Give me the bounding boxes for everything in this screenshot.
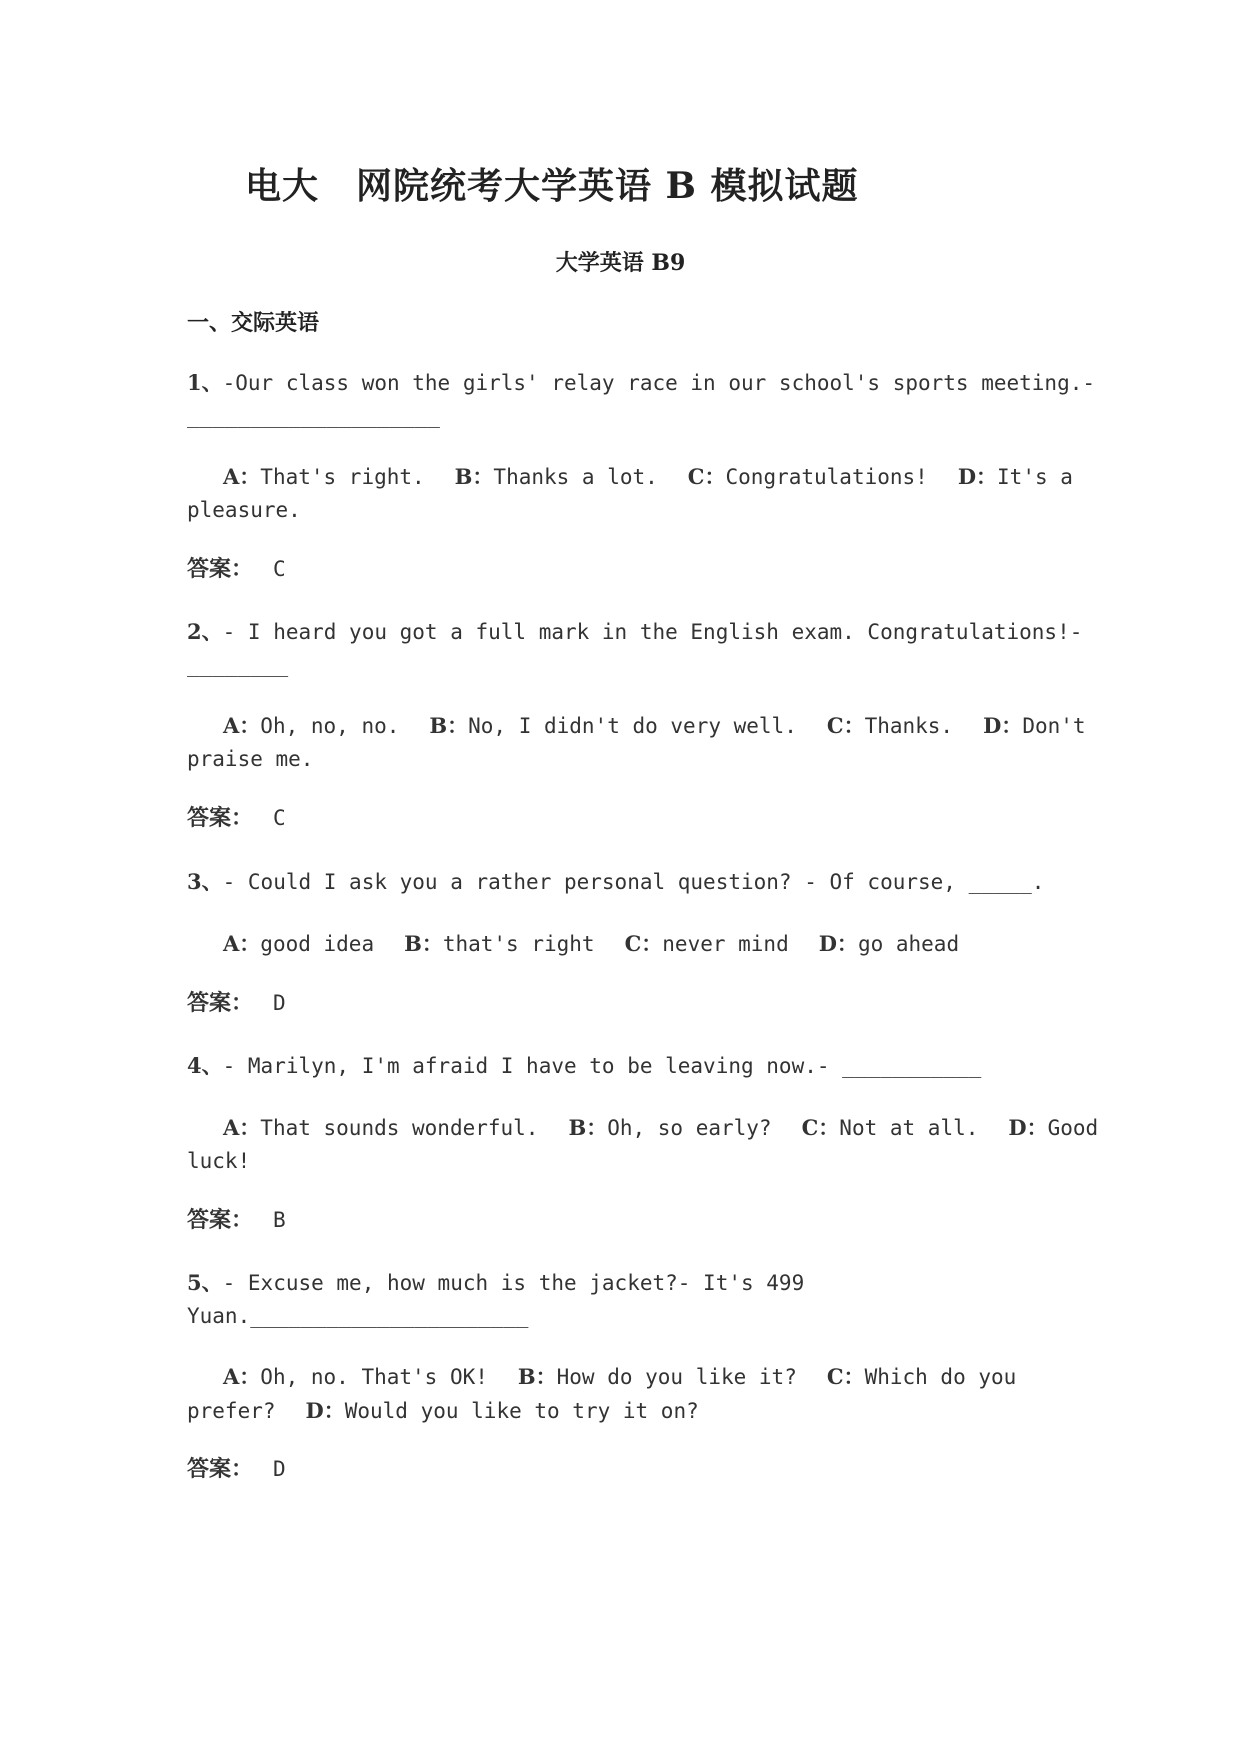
option-letter: B：	[429, 713, 469, 738]
answer-value: C	[273, 557, 286, 581]
question-text: - Could I ask you a rather personal question? - Of course, _____.	[222, 870, 1045, 894]
question-number: 3、	[187, 869, 223, 894]
option-b	[568, 1116, 771, 1140]
option-text: Thanks a lot.	[493, 465, 658, 489]
question-text: - Excuse me, how much is the jacket?- It's 499 Yuan.______________________	[187, 1271, 817, 1328]
option-letter: D：	[1008, 1115, 1048, 1140]
option-text: Would you like to try it on?	[344, 1399, 699, 1423]
answer-value: B	[273, 1208, 286, 1232]
option-c	[625, 932, 789, 956]
option-text: Oh, so early?	[607, 1116, 772, 1140]
answer-value: D	[273, 991, 286, 1015]
option-text: Congratulations!	[725, 465, 928, 489]
question-number: 1、	[187, 370, 223, 395]
option-text: Which do you prefer?	[187, 1365, 1017, 1423]
option-text: No, I didn't do very well.	[468, 714, 797, 738]
option-letter: C：	[826, 713, 865, 738]
option-text: Thanks.	[864, 714, 954, 738]
answer-label: 答案：	[187, 556, 254, 582]
question-5	[187, 1266, 1107, 1333]
option-letter: A：	[223, 1115, 261, 1140]
option-letter: A：	[223, 931, 261, 956]
section-heading: 一、交际英语	[187, 310, 320, 336]
option-b	[404, 932, 594, 956]
option-text: Oh, no, no.	[260, 714, 400, 738]
option-text: that's right	[442, 932, 595, 956]
option-a	[223, 465, 425, 489]
option-letter: C：	[826, 1364, 865, 1389]
question-4-options	[187, 1111, 1107, 1178]
option-letter: D：	[957, 464, 998, 489]
answer-label: 答案：	[187, 805, 254, 831]
option-text: It's a pleasure.	[187, 465, 1073, 522]
option-letter: A：	[223, 1364, 261, 1389]
option-a	[223, 1116, 538, 1140]
option-text: Not at all.	[839, 1116, 979, 1140]
question-2	[187, 615, 1107, 682]
document-title: 电大 网院统考大学英语 B 模拟试题	[245, 165, 859, 207]
option-letter: C：	[687, 464, 726, 489]
option-letter: D：	[305, 1398, 345, 1423]
option-a	[223, 932, 374, 956]
option-b	[518, 1365, 797, 1389]
option-text: Don't praise me.	[187, 714, 1086, 771]
option-letter: B：	[517, 1364, 557, 1389]
question-1-options	[187, 460, 1107, 527]
question-number: 4、	[187, 1053, 223, 1078]
answer-value: C	[273, 806, 286, 830]
option-letter: D：	[818, 931, 858, 956]
document-subtitle: 大学英语 B9	[555, 250, 686, 276]
answer-3	[187, 987, 286, 1020]
answer-2	[187, 802, 286, 835]
question-5-options	[187, 1360, 1107, 1428]
answer-value: D	[273, 1457, 286, 1481]
option-text: That sounds wonderful.	[260, 1116, 539, 1140]
question-4	[187, 1049, 1107, 1083]
option-text: That's right.	[260, 465, 425, 489]
option-letter: A：	[223, 464, 261, 489]
answer-1	[187, 553, 286, 586]
option-b	[429, 714, 796, 738]
answer-label: 答案：	[187, 1456, 254, 1482]
option-text: never mind	[662, 932, 789, 956]
option-text: Oh, no. That's OK!	[260, 1365, 488, 1389]
answer-5	[187, 1453, 286, 1486]
option-b	[455, 465, 658, 489]
option-d	[306, 1399, 699, 1423]
option-letter: B：	[454, 464, 494, 489]
option-a	[223, 714, 399, 738]
question-number: 2、	[187, 619, 223, 644]
question-text: -Our class won the girls' relay race in our school's sports meeting.- ____________________	[187, 371, 1108, 428]
question-number: 5、	[187, 1270, 223, 1295]
option-a	[223, 1365, 488, 1389]
option-letter: C：	[624, 931, 663, 956]
question-2-options	[187, 709, 1107, 776]
answer-4	[187, 1204, 286, 1237]
option-letter: C：	[801, 1115, 840, 1140]
answer-label: 答案：	[187, 1207, 254, 1233]
question-1	[187, 366, 1107, 433]
option-text: good idea	[260, 932, 375, 956]
option-d	[819, 932, 959, 956]
option-text: go ahead	[857, 932, 960, 956]
option-letter: D：	[983, 713, 1023, 738]
answer-label: 答案：	[187, 990, 254, 1016]
option-letter: B：	[568, 1115, 608, 1140]
option-letter: A：	[223, 713, 261, 738]
question-text: - I heard you got a full mark in the English exam. Congratulations!- ________	[187, 620, 1096, 677]
option-c	[827, 714, 953, 738]
question-text: - Marilyn, I'm afraid I have to be leaving now.- ___________	[222, 1054, 982, 1078]
option-c	[802, 1116, 979, 1140]
question-3	[187, 865, 1107, 899]
option-c	[688, 465, 928, 489]
option-text: How do you like it?	[556, 1365, 797, 1389]
question-3-options	[187, 927, 1107, 961]
option-text: Good luck!	[187, 1116, 1099, 1173]
option-letter: B：	[404, 931, 443, 956]
